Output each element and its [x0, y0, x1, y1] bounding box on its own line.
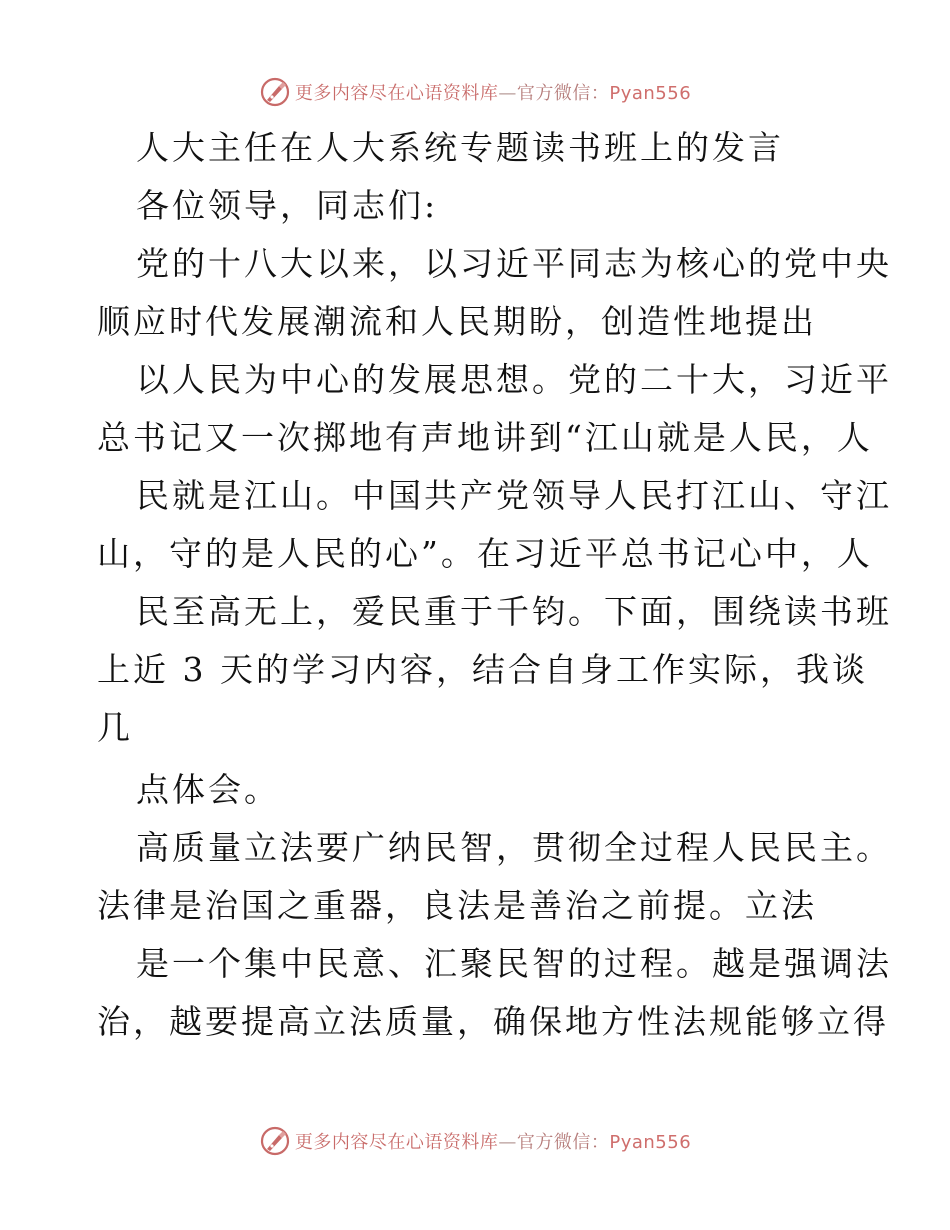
paragraph-line: 民就是江山。中国共产党领导人民打江山、守江: [136, 476, 892, 515]
paragraph-line: 总书记又一次掷地有声地讲到“江山就是人民，人: [97, 418, 873, 457]
paragraph-line: 山，守的是人民的心”。在习近平总书记心中，人: [97, 534, 873, 573]
paragraph-line: 高质量立法要广纳民智，贯彻全过程人民民主。: [136, 828, 892, 867]
paragraph-line: 是一个集中民意、汇聚民智的过程。越是强调法: [136, 944, 892, 983]
paragraph-line: 点体会。: [136, 770, 280, 809]
paragraph-line: 几: [97, 708, 133, 747]
paragraph-line: 上近 3 天的学习内容，结合自身工作实际，我谈: [97, 650, 868, 689]
paragraph-line: 法律是治国之重器，良法是善治之前提。立法: [97, 886, 817, 925]
paragraph-line: 顺应时代发展潮流和人民期盼，创造性地提出: [97, 302, 817, 341]
pen-nib-logo-icon: [259, 1125, 291, 1157]
pen-nib-logo-icon: [259, 76, 291, 108]
footer-watermark: [0, 1121, 950, 1161]
paragraph-line: 以人民为中心的发展思想。党的二十大，习近平: [136, 360, 892, 399]
document-title: 人大主任在人大系统专题读书班上的发言: [136, 128, 784, 167]
watermark-text: 更多内容尽在心语资料库—官方微信：Pyan556: [294, 83, 692, 104]
watermark-text: 更多内容尽在心语资料库—官方微信：Pyan556: [294, 1132, 692, 1153]
paragraph-line: 各位领导，同志们:: [136, 186, 439, 225]
paragraph-line: 党的十八大以来，以习近平同志为核心的党中央: [136, 244, 892, 283]
header-watermark: [0, 72, 950, 112]
paragraph-line: 治，越要提高立法质量，确保地方性法规能够立得: [97, 1002, 889, 1041]
paragraph-line: 民至高无上，爱民重于千钧。下面，围绕读书班: [136, 592, 892, 631]
